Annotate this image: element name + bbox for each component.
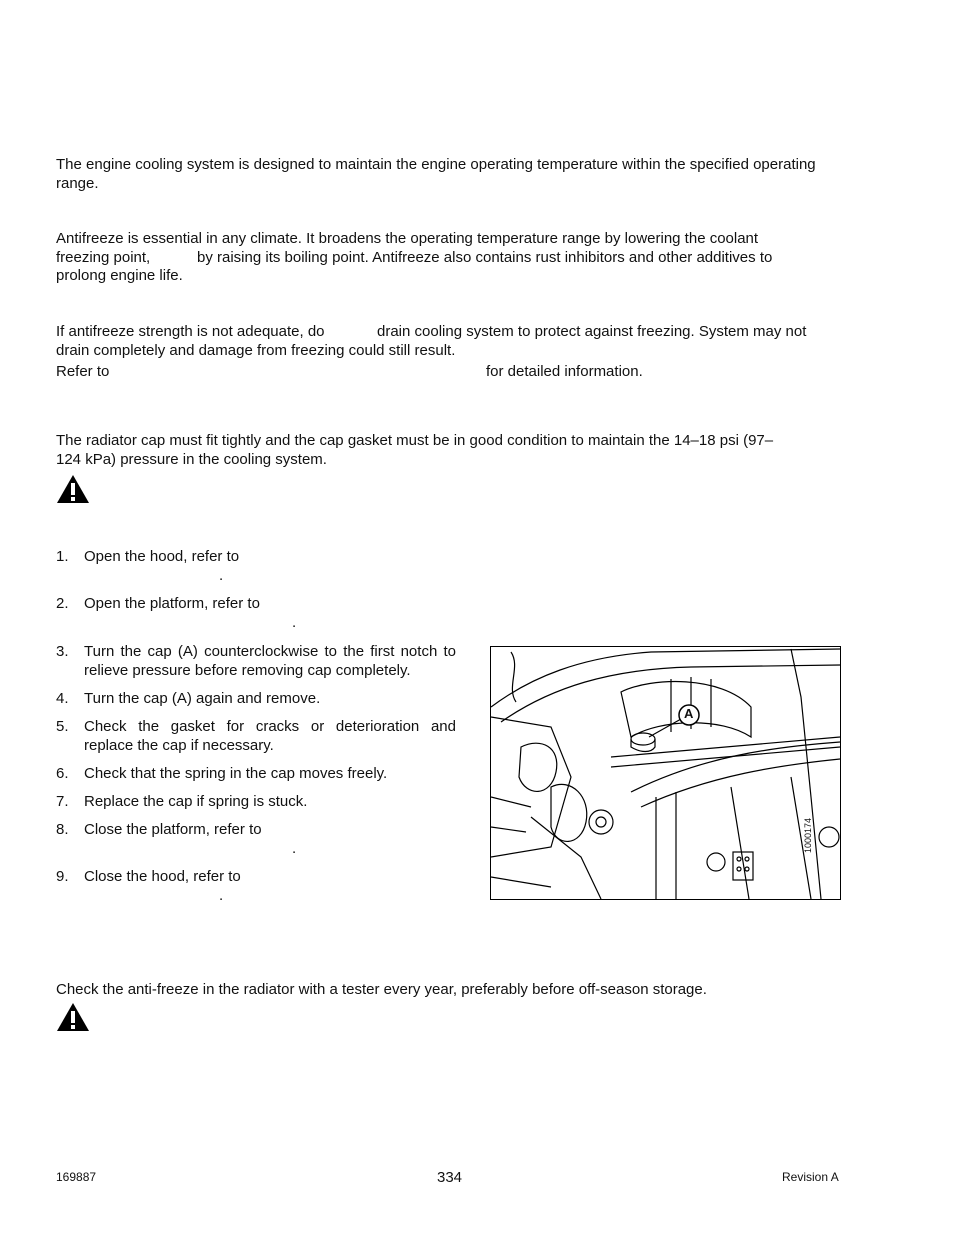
warning-icon [56,1002,90,1032]
note-line-1a: If antifreeze strength is not adequate, do [56,323,325,340]
antifreeze-line-3: prolong engine life. [56,267,183,284]
note-line-1b: drain cooling system to protect against freezing. System may not [377,323,807,340]
antifreeze-line-1: Antifreeze is essential in any climate. It broadens the operating temperature range by lowering the coolant [56,230,759,247]
antifreeze-line-2b: by raising its boiling point. Antifreeze also contains rust inhibitors and other additives to [197,249,773,266]
list-item: 2. Open the platform, refer to . [56,595,297,631]
page-number: 334 [437,1169,463,1186]
intro-paragraph: The engine cooling system is designed to maintain the engine operating temperature within the specified operating range. [56,156,816,192]
engine-illustration [491,647,840,899]
refer-label: Refer to [56,363,110,380]
doc-number: 169887 [56,1170,97,1184]
radiator-cap-figure [490,646,841,900]
list-item: 1. Open the hood, refer to . [56,548,240,584]
figure-id: 1000174 [803,817,813,853]
list-item: 7. Replace the cap if spring is stuck. [56,793,308,810]
warning-icon [56,474,90,504]
antifreeze-line-2a: freezing point, [56,249,151,266]
list-item: 6. Check that the spring in the cap moves freely. [56,765,388,782]
antifreeze-check-text: Check the anti-freeze in the radiator with a tester every year, preferably before off-season storage. [56,981,707,998]
refer-suffix: for detailed information. [486,363,643,380]
list-item: 5. Check the gasket for cracks or deterioration and replace the cap if necessary. [56,718,456,754]
radiator-cap-paragraph: The radiator cap must fit tightly and the cap gasket must be in good condition to maintain the 14–18 psi (97–124 kPa) pressure in the cooling system. [56,432,774,468]
list-item: 9. Close the hood, refer to . [56,868,241,904]
list-item: 8. Close the platform, refer to . [56,821,297,857]
list-item: 3. Turn the cap (A) counterclockwise to the first notch to relieve pressure before removing cap completely. [56,643,456,679]
revision: Revision A [782,1170,839,1184]
list-item: 4. Turn the cap (A) again and remove. [56,690,321,707]
callout-a: A [684,706,694,721]
note-line-2: drain completely and damage from freezing could still result. [56,342,456,359]
